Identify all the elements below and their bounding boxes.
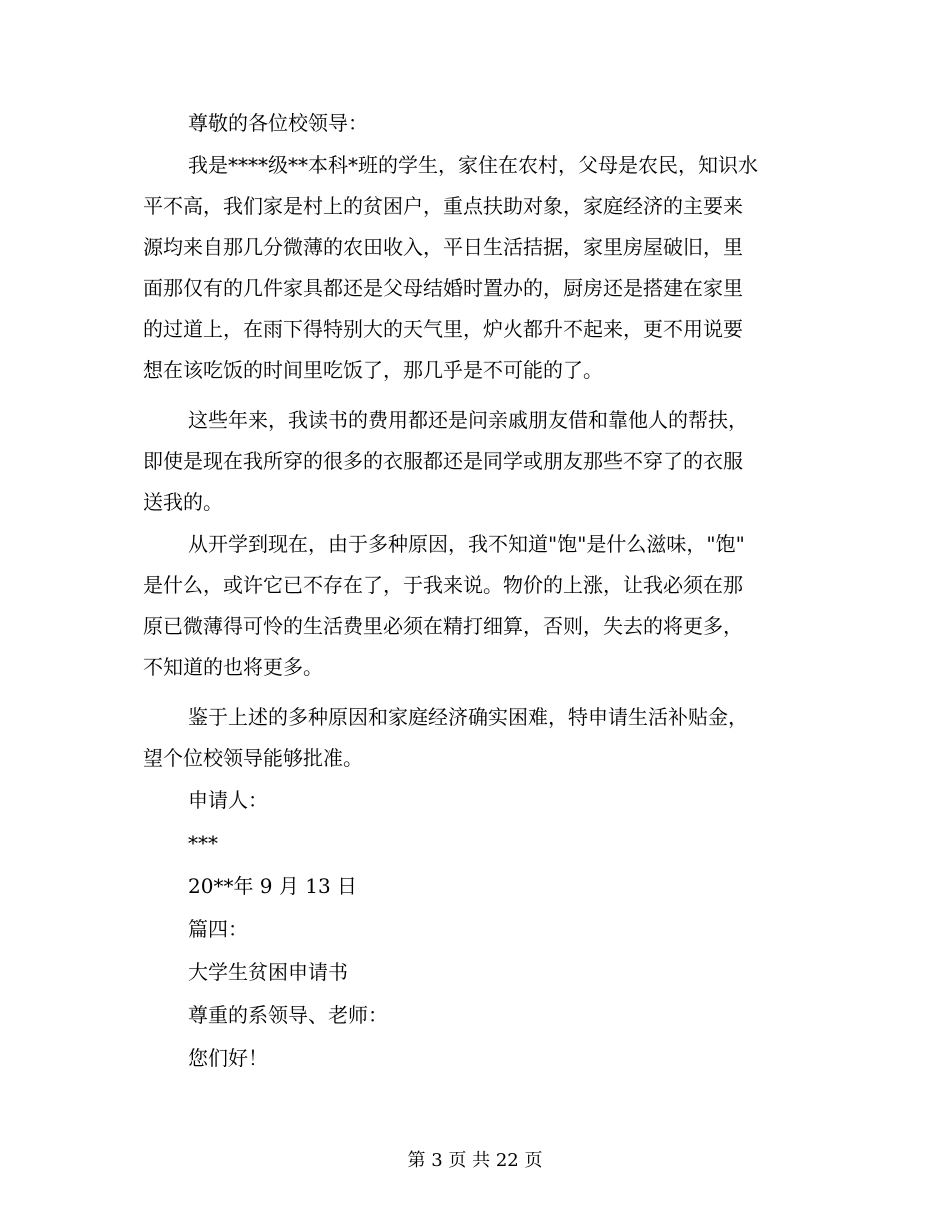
applicant-name: *** [188, 831, 218, 855]
salutation: 尊敬的各位校领导： [188, 111, 368, 135]
paragraph-4-line-2: 望个位校领导能够批准。 [143, 746, 363, 770]
section-title: 大学生贫困申请书 [188, 960, 348, 984]
application-date: 20**年 9 月 13 日 [188, 874, 358, 898]
paragraph-1-line-6: 想在该吃饭的时间里吃饭了，那几乎是不可能的了。 [143, 358, 603, 382]
paragraph-3-line-1: 从开学到现在，由于多种原因，我不知道"饱"是什么滋味，"饱" [188, 532, 745, 556]
section-label: 篇四： [188, 917, 248, 941]
paragraph-1-line-2: 平不高，我们家是村上的贫困户，重点扶助对象，家庭经济的主要来 [143, 194, 743, 218]
section-salutation: 尊重的系领导、老师： [188, 1003, 388, 1027]
paragraph-2-line-2: 即使是现在我所穿的很多的衣服都还是同学或朋友那些不穿了的衣服 [143, 449, 743, 473]
applicant-label: 申请人： [188, 788, 268, 812]
paragraph-1-line-5: 的过道上，在雨下得特别大的天气里，炉火都升不起来，更不用说要 [143, 317, 743, 341]
section-greeting: 您们好！ [188, 1046, 268, 1070]
page-indicator: 第 3 页 共 22 页 [407, 1150, 543, 1171]
paragraph-4-line-1: 鉴于上述的多种原因和家庭经济确实困难，特申请生活补贴金， [188, 705, 748, 729]
paragraph-1-line-3: 源均来自那几分微薄的农田收入，平日生活拮据，家里房屋破旧，里 [143, 235, 743, 259]
paragraph-3-line-3: 原已微薄得可怜的生活费里必须在精打细算，否则，失去的将更多， [143, 614, 743, 638]
paragraph-2-line-3: 送我的。 [143, 490, 223, 514]
paragraph-2-line-1: 这些年来，我读书的费用都还是问亲戚朋友借和靠他人的帮扶， [188, 408, 748, 432]
paragraph-1-line-4: 面那仅有的几件家具都还是父母结婚时置办的，厨房还是搭建在家里 [143, 276, 743, 300]
paragraph-1-line-1: 我是****级**本科*班的学生，家住在农村，父母是农民，知识水 [188, 153, 758, 177]
paragraph-3-line-4: 不知道的也将更多。 [143, 655, 323, 679]
paragraph-3-line-2: 是什么，或许它已不存在了，于我来说。物价的上涨，让我必须在那 [143, 573, 743, 597]
